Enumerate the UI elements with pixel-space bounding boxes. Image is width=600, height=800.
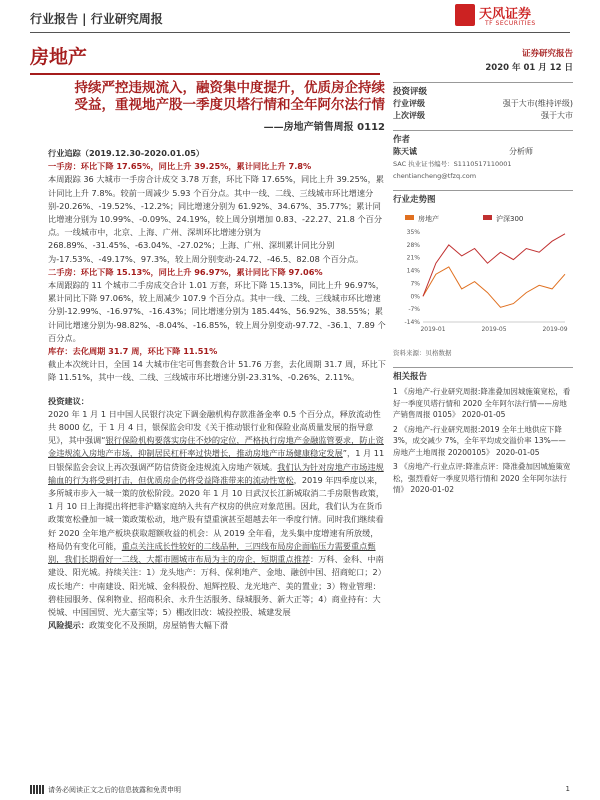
logo-subtext: TF SECURITIES xyxy=(485,20,536,27)
sector-title: 房地产 xyxy=(30,46,88,68)
related-report-item[interactable]: 2 《房地产-行业研究周报:2019 全年土地供应下降 3%，成交减少 7%，全年平均成交溢价率 13%——房地产土地周报 20200105》 2020-01-05 xyxy=(393,424,566,457)
new-home-heading: 一手房：环比下降 17.65%，同比上升 39.25%，累计同比上升 7.8% xyxy=(48,161,312,172)
related-report-item[interactable]: 1 《房地产-行业研究周报:降准叠加因城施策宽松，看好一季度贝塔行情和 2020 全年阿尔法行情——房地产销售周报 0105》 2020-01-05 xyxy=(393,387,571,419)
investment-heading: 投资建议： xyxy=(48,395,89,406)
rating-heading: 投资评级 xyxy=(393,82,573,98)
series-line xyxy=(423,267,565,307)
rating-row: 行业评级 强于大市(维持评级) xyxy=(393,99,573,108)
related-heading: 相关报告 xyxy=(393,367,573,383)
report-subtitle: ——房地产销售周报 0112 xyxy=(263,122,385,133)
chart-source: 资料来源：贝格数据 xyxy=(393,349,452,357)
report-date: 2020 年 01 月 12 日 xyxy=(485,63,573,73)
author-sac: SAC 执业证书编号：S1110517110001 xyxy=(393,160,512,168)
brand-logo xyxy=(455,2,570,30)
report-title xyxy=(30,80,385,114)
legend-swatch xyxy=(405,215,414,220)
author-heading: 作者 xyxy=(393,130,573,146)
author-email: chentiancheng@tfzq.com xyxy=(393,172,477,180)
investment-body: 2020 年 1 月 1 日中国人民银行决定下调金融机构存款准备金率 0.5 个百分点，释放流动性共 8000 亿，于 1 月 4 日，银保监会印发《关于推动银行业和保险业高质量发展的指导意见》，其中强调“银行保险机构要落实房住不炒的定位，严格执行房地产金融监管要求，防止资金违规流入房地产市场，抑制居民杠杆率过快增长，推动房地产市场健康稳定发展”，1 月 11 日银保监会会议上再次强调严防信贷资金违规流入房地产领域。我们认为针对房地产市场违规输血的行为将受到打击，但优质房企仍将受益降准带来的流动性宽松，2019 年四季度以来，多所城市步入一城一策的放松阶段。2020 年 1 月 10 日武汉长江新城取消二手房限售政策，1 月 10 日上海提出将把非沪籍家庭纳入共有产权房的供应对象范围。因此，我们认为在货币政策宽松叠加一城一策政策松动，地产股有望重演甚至超越去年一季度行情。同时我们继续看好 2020 全年地产板块获取超额收益的机会：从 2019 全年看，龙头集中度增速有所放缓，格局仍有变化可能，重点关注成长性较好的二线品种，三四线布局房企面临压力需要重点甄别，我们长期看好一二线、大都市圈城市布局为主的房企，短期重点推荐：万科、金科、中南建设、阳光城。持续关注：1）龙头地产：万科、保利地产、金地、融创中国、招商蛇口；2）成长地产：中南建设、阳光城、金科股份、旭辉控股、龙光地产、美的置业；3）物业管理：碧桂园服务、保利物业、招商积余、永升生活服务、绿城服务、新大正等；4）商业持有：大悦城、中国国贸、光大嘉宝等；5）棚改旧改：城投控股、城建发展 xyxy=(48,408,386,617)
legend-label: 沪深300 xyxy=(496,215,524,223)
title-line-1: 持续严控违规流入，融资集中度提升，优质房企持续 xyxy=(74,80,385,96)
new-home-body: 本周跟踪 36 大城市一手房合计成交 3.78 万套，环比下降 17.65%，同比上升 39.25%，累计同比上升 7.8%。较前一周减少 5.93 个百分点。其中一线、二线、三线城市环比增速分别-20.26%、-19.52%、-12.2%；同比增速分别为 61.92%、34.67%、35.77%；累计同比增速分别为 10.99%、-0.09%、24.19%，较上周分别增加 0.83、-22.27、21.8 个百分点。一线城市中，北京、上海、广州、深圳环比增速分别为 268.89%、-31.45%、-63.04%、-27.02%；上海、广州、深圳累计同比分别为-17.53%、-49.17%、97.3%，较上周分别变动-24.72、-46.5、82.08 个百分点。 xyxy=(48,174,384,264)
risk-line: 风险提示：政策变化不及预期，房屋销售大幅下滑 xyxy=(48,620,229,631)
second-hand-heading: 二手房：环比下降 15.13%，同比上升 96.97%，累计同比下降 97.06% xyxy=(48,266,323,277)
trend-chart xyxy=(393,210,573,345)
logo-mark-icon xyxy=(455,4,475,26)
legend-swatch xyxy=(483,215,492,220)
x-tick-label: 2019-05 xyxy=(481,326,507,333)
sidebar xyxy=(393,48,573,496)
barcode-icon xyxy=(30,785,44,794)
trend-chart-svg xyxy=(393,210,573,345)
second-hand-body: 本周跟踪的 11 个城市二手房成交合计 1.01 万套，环比下降 15.13%，同比上升 96.97%，累计同比下降 97.06%，较上周减少 107.9 个百分点。其中一线、二线、三线城市环比增速分别-12.99%、-16.97%、-16.43%；同比增速分别为 185.44%、56.92%、38.55%；累计同比增速分别为-98.82%、-8.04%、-16.85%，较上周分别变动-97.72、-36.1、7.89 个百分点。 xyxy=(48,280,386,343)
report-category: 行业报告 | 行业研究周报 xyxy=(30,12,163,26)
title-line-2: 受益，重视地产股一季度贝塔行情和全年阿尔法行情 xyxy=(74,97,385,113)
last-rating-row: 上次评级 强于大市 xyxy=(393,111,573,120)
disclaimer: 请务必阅读正文之后的信息披露和免责申明 xyxy=(48,786,181,794)
y-tick-label: 21% xyxy=(406,254,420,262)
x-tick-label: 2019-01 xyxy=(420,326,446,333)
trend-heading: 行业走势图 xyxy=(393,190,573,206)
inventory-heading: 库存：去化周期 31.7 周，环比下降 11.51% xyxy=(48,346,218,357)
y-tick-label: 7% xyxy=(410,280,420,288)
y-tick-label: 35% xyxy=(406,229,420,236)
related-report-item[interactable]: 3 《房地产-行业点评:降准点评：降准叠加因城施策宽松，强烈看好一季度贝塔行情和 2020 全年阿尔法行情》 2020-01-02 xyxy=(393,462,571,494)
y-tick-label: 0% xyxy=(410,293,420,301)
x-tick-label: 2019-09 xyxy=(542,326,568,333)
report-type: 证券研究报告 xyxy=(521,49,573,59)
y-tick-label: 28% xyxy=(406,241,420,249)
sector-divider xyxy=(30,73,380,75)
y-tick-label: 14% xyxy=(406,267,420,275)
logo-text: 天风证券 xyxy=(479,7,532,22)
y-tick-label: -14% xyxy=(404,319,420,326)
legend-label: 房地产 xyxy=(418,215,439,223)
y-tick-label: -7% xyxy=(408,306,420,314)
page-number: 1 xyxy=(565,785,570,793)
author-row: 陈天诚 分析师 xyxy=(393,147,533,156)
inventory-body: 截止本次统计日，全国 14 大城市住宅可售套数合计 51.76 万套，去化周期 31.7 周，环比下降 11.51%，其中一线、二线、三线城市环比增速分别-23.31%、-0.26%、2.11%。 xyxy=(48,359,386,383)
tracking-heading: 行业追踪（2019.12.30-2020.01.05） xyxy=(48,148,205,158)
header-divider xyxy=(30,32,570,33)
main-body xyxy=(48,147,386,632)
